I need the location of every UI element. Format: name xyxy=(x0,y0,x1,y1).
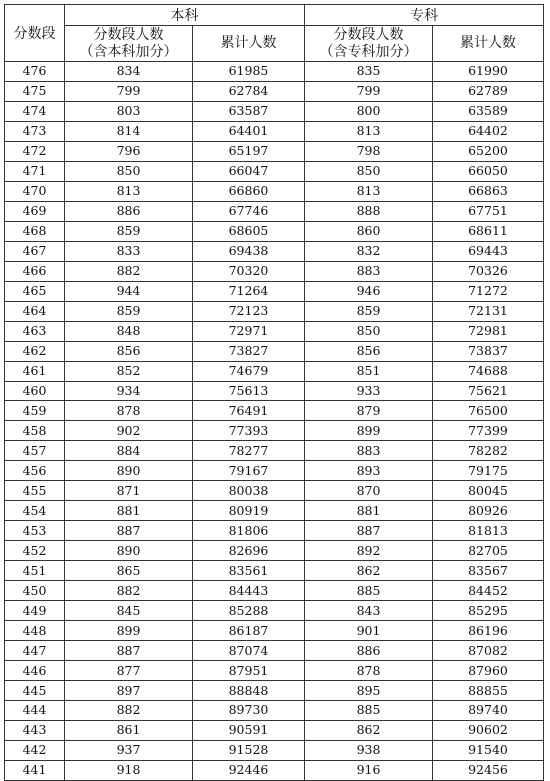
benke-count-cell: 861 xyxy=(65,720,193,740)
benke-count-cell: 890 xyxy=(65,461,193,481)
score-cell: 461 xyxy=(5,361,65,381)
benke-cumulative-cell: 63587 xyxy=(193,101,305,121)
score-cell: 460 xyxy=(5,381,65,401)
zhuanke-count-cell: 899 xyxy=(305,421,433,441)
benke-count-cell: 918 xyxy=(65,760,193,780)
benke-cumulative-cell: 73827 xyxy=(193,341,305,361)
benke-cumulative-cell: 74679 xyxy=(193,361,305,381)
benke-count-cell: 886 xyxy=(65,201,193,221)
table-row xyxy=(5,281,544,301)
benke-count-cell: 865 xyxy=(65,561,193,581)
benke-cumulative-cell: 85288 xyxy=(193,601,305,621)
zhuanke-group-header: 专科 xyxy=(305,5,544,26)
score-cell: 456 xyxy=(5,461,65,481)
table-row xyxy=(5,301,544,321)
zhuanke-cumulative-cell: 66863 xyxy=(433,181,544,201)
score-cell: 462 xyxy=(5,341,65,361)
table-row xyxy=(5,481,544,501)
zhuanke-cumulative-cell: 62789 xyxy=(433,81,544,101)
table-row xyxy=(5,121,544,141)
score-distribution-table-container xyxy=(4,4,544,781)
zhuanke-cumulative-header: 累计人数 xyxy=(433,26,544,62)
table-row xyxy=(5,701,544,721)
benke-cumulative-cell: 62784 xyxy=(193,81,305,101)
table-row xyxy=(5,681,544,701)
score-cell: 454 xyxy=(5,501,65,521)
benke-cumulative-cell: 76491 xyxy=(193,401,305,421)
benke-count-header xyxy=(65,26,193,62)
zhuanke-cumulative-cell: 66050 xyxy=(433,161,544,181)
benke-cumulative-cell: 86187 xyxy=(193,621,305,641)
zhuanke-count-cell: 886 xyxy=(305,641,433,661)
benke-cumulative-cell: 72971 xyxy=(193,321,305,341)
table-row xyxy=(5,760,544,780)
score-cell: 446 xyxy=(5,661,65,681)
benke-count-cell: 897 xyxy=(65,681,193,701)
table-row xyxy=(5,361,544,381)
score-column-header: 分数段 xyxy=(5,5,65,62)
benke-count-cell: 850 xyxy=(65,161,193,181)
benke-cumulative-cell: 80038 xyxy=(193,481,305,501)
benke-cumulative-cell: 61985 xyxy=(193,62,305,82)
zhuanke-count-cell: 850 xyxy=(305,321,433,341)
benke-cumulative-header: 累计人数 xyxy=(193,26,305,62)
zhuanke-count-cell: 832 xyxy=(305,241,433,261)
score-cell: 442 xyxy=(5,740,65,760)
zhuanke-cumulative-cell: 70326 xyxy=(433,261,544,281)
score-cell: 458 xyxy=(5,421,65,441)
zhuanke-count-cell: 888 xyxy=(305,201,433,221)
zhuanke-cumulative-cell: 86196 xyxy=(433,621,544,641)
table-row xyxy=(5,581,544,601)
zhuanke-cumulative-cell: 87960 xyxy=(433,661,544,681)
zhuanke-count-cell: 916 xyxy=(305,760,433,780)
benke-cumulative-cell: 77393 xyxy=(193,421,305,441)
benke-cumulative-cell: 78277 xyxy=(193,441,305,461)
table-row xyxy=(5,461,544,481)
table-row xyxy=(5,141,544,161)
zhuanke-count-cell: 895 xyxy=(305,681,433,701)
score-cell: 457 xyxy=(5,441,65,461)
zhuanke-count-header-line1: 分数段人数 xyxy=(333,26,404,43)
benke-cumulative-cell: 81806 xyxy=(193,521,305,541)
zhuanke-count-cell: 901 xyxy=(305,621,433,641)
score-cell: 441 xyxy=(5,760,65,780)
table-row xyxy=(5,401,544,421)
zhuanke-cumulative-cell: 73837 xyxy=(433,341,544,361)
benke-count-cell: 796 xyxy=(65,141,193,161)
benke-count-cell: 877 xyxy=(65,661,193,681)
zhuanke-cumulative-cell: 63589 xyxy=(433,101,544,121)
benke-count-cell: 813 xyxy=(65,181,193,201)
table-header xyxy=(5,5,544,62)
table-row xyxy=(5,720,544,740)
benke-count-cell: 845 xyxy=(65,601,193,621)
benke-count-cell: 882 xyxy=(65,261,193,281)
zhuanke-count-cell: 798 xyxy=(305,141,433,161)
benke-count-cell: 803 xyxy=(65,101,193,121)
benke-cumulative-cell: 79167 xyxy=(193,461,305,481)
table-row xyxy=(5,381,544,401)
zhuanke-cumulative-cell: 80926 xyxy=(433,501,544,521)
zhuanke-count-cell: 933 xyxy=(305,381,433,401)
table-row xyxy=(5,641,544,661)
benke-count-cell: 899 xyxy=(65,621,193,641)
zhuanke-count-cell: 878 xyxy=(305,661,433,681)
zhuanke-cumulative-cell: 68611 xyxy=(433,221,544,241)
zhuanke-cumulative-cell: 91540 xyxy=(433,740,544,760)
zhuanke-count-cell: 856 xyxy=(305,341,433,361)
benke-count-cell: 887 xyxy=(65,521,193,541)
table-row xyxy=(5,81,544,101)
table-row xyxy=(5,561,544,581)
benke-cumulative-cell: 84443 xyxy=(193,581,305,601)
zhuanke-count-cell: 870 xyxy=(305,481,433,501)
zhuanke-count-cell: 843 xyxy=(305,601,433,621)
benke-count-cell: 881 xyxy=(65,501,193,521)
table-row xyxy=(5,661,544,681)
table-row xyxy=(5,621,544,641)
zhuanke-count-cell: 799 xyxy=(305,81,433,101)
table-row xyxy=(5,601,544,621)
zhuanke-cumulative-cell: 80045 xyxy=(433,481,544,501)
zhuanke-cumulative-cell: 82705 xyxy=(433,541,544,561)
zhuanke-cumulative-cell: 75621 xyxy=(433,381,544,401)
benke-cumulative-cell: 64401 xyxy=(193,121,305,141)
table-row xyxy=(5,421,544,441)
score-cell: 471 xyxy=(5,161,65,181)
table-row xyxy=(5,441,544,461)
benke-cumulative-cell: 87074 xyxy=(193,641,305,661)
table-row xyxy=(5,521,544,541)
zhuanke-cumulative-cell: 65200 xyxy=(433,141,544,161)
zhuanke-count-cell: 893 xyxy=(305,461,433,481)
benke-cumulative-cell: 82696 xyxy=(193,541,305,561)
benke-count-cell: 882 xyxy=(65,701,193,721)
zhuanke-cumulative-cell: 89740 xyxy=(433,701,544,721)
zhuanke-cumulative-cell: 79175 xyxy=(433,461,544,481)
table-body xyxy=(5,62,544,781)
zhuanke-cumulative-cell: 78282 xyxy=(433,441,544,461)
zhuanke-cumulative-cell: 61990 xyxy=(433,62,544,82)
benke-count-cell: 884 xyxy=(65,441,193,461)
score-cell: 459 xyxy=(5,401,65,421)
benke-group-header: 本科 xyxy=(65,5,305,26)
zhuanke-count-cell: 879 xyxy=(305,401,433,421)
score-cell: 473 xyxy=(5,121,65,141)
benke-count-cell: 934 xyxy=(65,381,193,401)
score-cell: 444 xyxy=(5,701,65,721)
score-cell: 455 xyxy=(5,481,65,501)
score-cell: 465 xyxy=(5,281,65,301)
score-cell: 469 xyxy=(5,201,65,221)
benke-cumulative-cell: 72123 xyxy=(193,301,305,321)
zhuanke-count-cell: 860 xyxy=(305,221,433,241)
zhuanke-count-cell: 800 xyxy=(305,101,433,121)
score-cell: 466 xyxy=(5,261,65,281)
score-cell: 463 xyxy=(5,321,65,341)
score-cell: 449 xyxy=(5,601,65,621)
benke-cumulative-cell: 68605 xyxy=(193,221,305,241)
score-cell: 472 xyxy=(5,141,65,161)
zhuanke-cumulative-cell: 85295 xyxy=(433,601,544,621)
benke-count-cell: 882 xyxy=(65,581,193,601)
zhuanke-count-header-line2: （含专科加分） xyxy=(319,43,418,60)
zhuanke-cumulative-cell: 90602 xyxy=(433,720,544,740)
zhuanke-count-cell: 881 xyxy=(305,501,433,521)
zhuanke-cumulative-cell: 83567 xyxy=(433,561,544,581)
zhuanke-count-cell: 859 xyxy=(305,301,433,321)
zhuanke-cumulative-cell: 64402 xyxy=(433,121,544,141)
benke-count-cell: 833 xyxy=(65,241,193,261)
zhuanke-cumulative-cell: 88855 xyxy=(433,681,544,701)
benke-cumulative-cell: 67746 xyxy=(193,201,305,221)
score-cell: 470 xyxy=(5,181,65,201)
score-cell: 451 xyxy=(5,561,65,581)
benke-cumulative-cell: 65197 xyxy=(193,141,305,161)
table-row xyxy=(5,740,544,760)
benke-count-cell: 859 xyxy=(65,301,193,321)
zhuanke-cumulative-cell: 71272 xyxy=(433,281,544,301)
zhuanke-count-cell: 850 xyxy=(305,161,433,181)
zhuanke-count-cell: 851 xyxy=(305,361,433,381)
table-row xyxy=(5,181,544,201)
zhuanke-cumulative-cell: 72131 xyxy=(433,301,544,321)
score-cell: 450 xyxy=(5,581,65,601)
benke-count-cell: 878 xyxy=(65,401,193,421)
zhuanke-cumulative-cell: 76500 xyxy=(433,401,544,421)
benke-cumulative-cell: 90591 xyxy=(193,720,305,740)
zhuanke-cumulative-cell: 77399 xyxy=(433,421,544,441)
score-cell: 452 xyxy=(5,541,65,561)
zhuanke-count-cell: 813 xyxy=(305,121,433,141)
benke-cumulative-cell: 92446 xyxy=(193,760,305,780)
benke-count-cell: 890 xyxy=(65,541,193,561)
zhuanke-cumulative-cell: 84452 xyxy=(433,581,544,601)
benke-cumulative-cell: 75613 xyxy=(193,381,305,401)
zhuanke-count-cell: 946 xyxy=(305,281,433,301)
benke-cumulative-cell: 83561 xyxy=(193,561,305,581)
zhuanke-count-cell: 813 xyxy=(305,181,433,201)
benke-count-cell: 799 xyxy=(65,81,193,101)
score-cell: 447 xyxy=(5,641,65,661)
benke-cumulative-cell: 69438 xyxy=(193,241,305,261)
zhuanke-count-cell: 885 xyxy=(305,581,433,601)
zhuanke-cumulative-cell: 87082 xyxy=(433,641,544,661)
table-row xyxy=(5,341,544,361)
zhuanke-cumulative-cell: 72981 xyxy=(433,321,544,341)
benke-cumulative-cell: 66860 xyxy=(193,181,305,201)
zhuanke-count-cell: 862 xyxy=(305,720,433,740)
table-row xyxy=(5,541,544,561)
zhuanke-count-cell: 938 xyxy=(305,740,433,760)
table-row xyxy=(5,501,544,521)
benke-count-cell: 848 xyxy=(65,321,193,341)
benke-cumulative-cell: 66047 xyxy=(193,161,305,181)
zhuanke-count-cell: 887 xyxy=(305,521,433,541)
zhuanke-count-cell: 835 xyxy=(305,62,433,82)
benke-cumulative-cell: 91528 xyxy=(193,740,305,760)
benke-count-header-line2: （含本科加分） xyxy=(79,43,178,60)
score-cell: 453 xyxy=(5,521,65,541)
benke-count-cell: 852 xyxy=(65,361,193,381)
score-cell: 475 xyxy=(5,81,65,101)
score-distribution-table xyxy=(4,4,544,781)
benke-count-cell: 834 xyxy=(65,62,193,82)
benke-count-cell: 859 xyxy=(65,221,193,241)
table-row xyxy=(5,321,544,341)
score-cell: 474 xyxy=(5,101,65,121)
table-row xyxy=(5,161,544,181)
score-cell: 445 xyxy=(5,681,65,701)
table-row xyxy=(5,201,544,221)
table-row xyxy=(5,241,544,261)
benke-count-cell: 937 xyxy=(65,740,193,760)
zhuanke-cumulative-cell: 69443 xyxy=(433,241,544,261)
score-cell: 476 xyxy=(5,62,65,82)
benke-count-cell: 856 xyxy=(65,341,193,361)
benke-count-cell: 871 xyxy=(65,481,193,501)
score-cell: 443 xyxy=(5,720,65,740)
score-cell: 467 xyxy=(5,241,65,261)
zhuanke-cumulative-cell: 67751 xyxy=(433,201,544,221)
benke-cumulative-cell: 87951 xyxy=(193,661,305,681)
benke-count-cell: 902 xyxy=(65,421,193,441)
zhuanke-count-cell: 892 xyxy=(305,541,433,561)
zhuanke-cumulative-cell: 74688 xyxy=(433,361,544,381)
benke-count-header-line1: 分数段人数 xyxy=(93,26,164,43)
zhuanke-cumulative-cell: 92456 xyxy=(433,760,544,780)
table-row xyxy=(5,62,544,82)
benke-count-cell: 814 xyxy=(65,121,193,141)
benke-count-cell: 944 xyxy=(65,281,193,301)
benke-cumulative-cell: 71264 xyxy=(193,281,305,301)
table-row xyxy=(5,261,544,281)
zhuanke-cumulative-cell: 81813 xyxy=(433,521,544,541)
benke-cumulative-cell: 80919 xyxy=(193,501,305,521)
table-row xyxy=(5,221,544,241)
table-row xyxy=(5,101,544,121)
score-cell: 464 xyxy=(5,301,65,321)
zhuanke-count-header xyxy=(305,26,433,62)
zhuanke-count-cell: 883 xyxy=(305,441,433,461)
score-cell: 468 xyxy=(5,221,65,241)
zhuanke-count-cell: 883 xyxy=(305,261,433,281)
zhuanke-count-cell: 885 xyxy=(305,701,433,721)
score-cell: 448 xyxy=(5,621,65,641)
benke-cumulative-cell: 70320 xyxy=(193,261,305,281)
benke-cumulative-cell: 89730 xyxy=(193,701,305,721)
benke-cumulative-cell: 88848 xyxy=(193,681,305,701)
zhuanke-count-cell: 862 xyxy=(305,561,433,581)
benke-count-cell: 887 xyxy=(65,641,193,661)
